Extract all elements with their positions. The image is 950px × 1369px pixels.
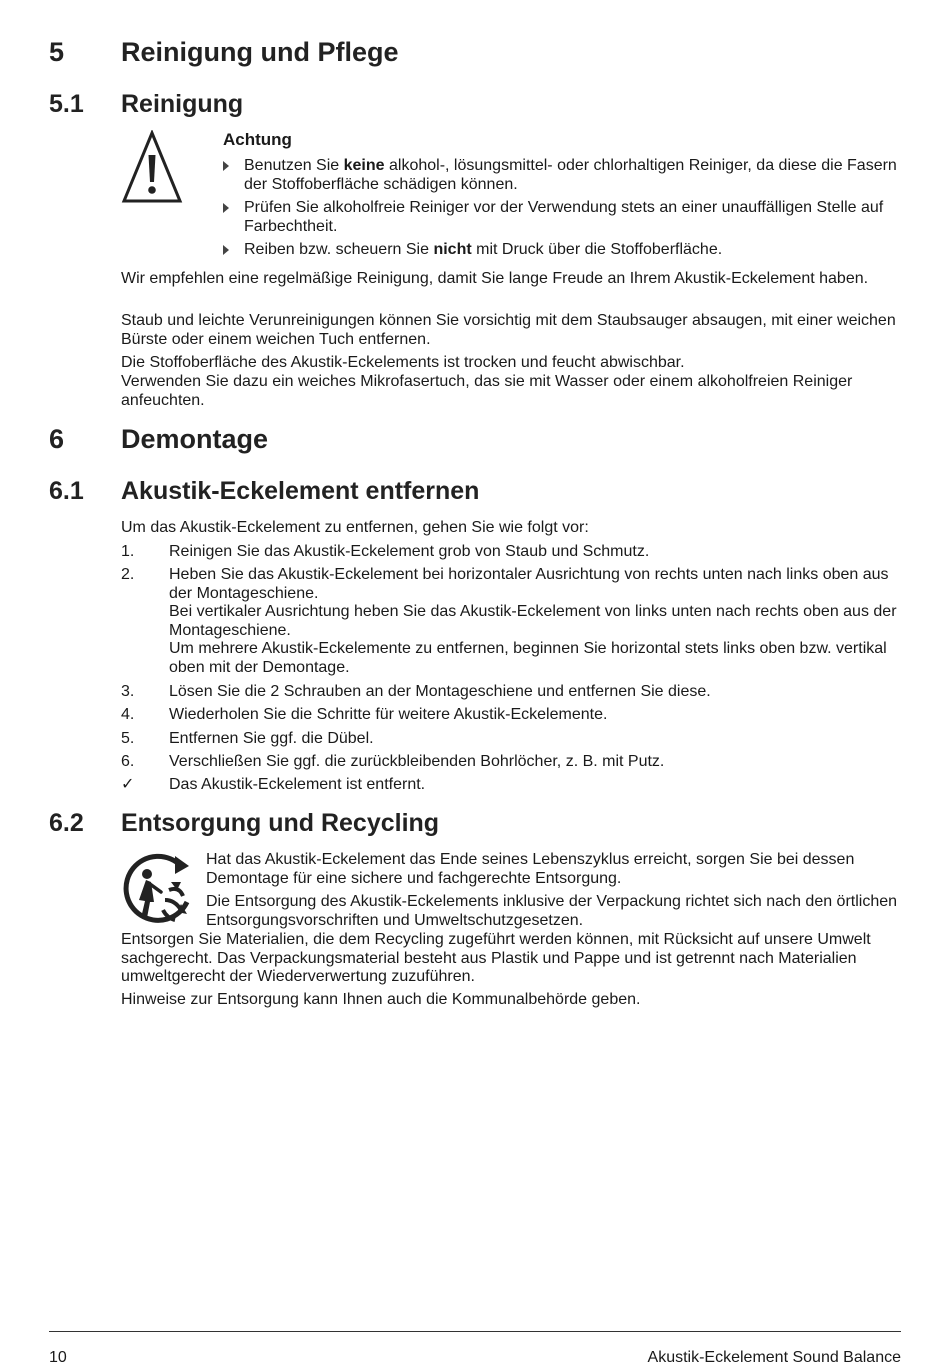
section-number: 5: [49, 37, 65, 67]
step-item: [121, 706, 901, 725]
bullet-emphasis: keine: [343, 157, 385, 174]
bullet-text: Benutzen Sie: [244, 157, 344, 174]
footer-product-name: Akustik-Eckelement Sound Balance: [647, 1349, 901, 1366]
removal-intro: Um das Akustik-Eckelement zu entfernen, gehen Sie wie folgt vor:: [121, 519, 589, 536]
step-text: Verschließen Sie ggf. die zurückbleibenden Bohrlöcher, z. B. mit Putz.: [169, 753, 665, 770]
triman-recycling-icon: [121, 852, 195, 926]
warning-bullet: [223, 199, 903, 236]
section-number: 6: [49, 424, 65, 454]
section-title: Entsorgung und Recycling: [121, 809, 440, 837]
bullet-emphasis: nicht: [433, 241, 472, 258]
step-number: 6.: [121, 753, 135, 770]
section-number: 6.1: [49, 477, 84, 505]
step-number: 2.: [121, 566, 135, 583]
cleaning-paragraph: Die Stoffoberfläche des Akustik-Eckelements ist trocken und feucht abwischbar.: [121, 354, 685, 371]
warning-title: Achtung: [223, 130, 292, 149]
disposal-paragraph: Hinweise zur Entsorgung kann Ihnen auch die Kommunalbehörde geben.: [121, 991, 641, 1008]
cleaning-paragraph: Verwenden Sie dazu ein weiches Mikrofasertuch, das sie mit Wasser oder einem alkoholfreien Reiniger anfeuchten.: [121, 373, 853, 409]
step-text: Reinigen Sie das Akustik-Eckelement grob von Staub und Schmutz.: [169, 543, 650, 560]
step-number: 3.: [121, 683, 135, 700]
bullet-text: Prüfen Sie alkoholfreie Reiniger vor der Verwendung stets an einer unauffälligen Stelle auf Farbechtheit.: [244, 199, 884, 235]
step-text: Entfernen Sie ggf. die Dübel.: [169, 730, 374, 747]
step-result: [121, 776, 901, 795]
step-text: Um mehrere Akustik-Eckelemente zu entfernen, beginnen Sie horizontal stets links oben bzw. vertikal oben mit der Demontage.: [169, 640, 887, 676]
step-item: [121, 730, 901, 749]
step-text: Lösen Sie die 2 Schrauben an der Montageschiene und entfernen Sie diese.: [169, 683, 711, 700]
warning-bullet: [223, 241, 903, 260]
step-number: 1.: [121, 543, 135, 560]
bullet-arrow-icon: [223, 245, 229, 255]
warning-triangle-icon: [121, 130, 183, 204]
section-number: 5.1: [49, 90, 84, 118]
section-title: Reinigung und Pflege: [121, 37, 399, 67]
checkmark-icon: ✓: [121, 776, 135, 793]
section-title: Akustik-Eckelement entfernen: [121, 477, 480, 505]
bullet-text: Reiben bzw. scheuern Sie: [244, 241, 434, 258]
section-title: Demontage: [121, 424, 269, 454]
section-title: Reinigung: [121, 90, 244, 118]
footer-divider: [49, 1331, 901, 1332]
bullet-arrow-icon: [223, 203, 229, 213]
step-text: Wiederholen Sie die Schritte für weitere Akustik-Eckelemente.: [169, 706, 608, 723]
disposal-paragraph: Die Entsorgung des Akustik-Eckelements inklusive der Verpackung richtet sich nach den örtlichen Entsorgungsvorschriften und Umweltschutzgesetzen.: [206, 893, 898, 929]
disposal-paragraph: Entsorgen Sie Materialien, die dem Recycling zugeführt werden können, mit Rücksicht auf unsere Umwelt sachgerecht. Das Verpackungsmaterial besteht aus Plastik und Pappe und ist getrennt nach Materialien umweltgerecht der Wiederverwertung zuzuführen.: [121, 931, 871, 986]
step-item: [121, 566, 901, 678]
cleaning-paragraph: Staub und leichte Verunreinigungen können Sie vorsichtig mit dem Staubsauger absaugen, mit einer weichen Bürste oder einem weichen Tuch entfernen.: [121, 312, 896, 348]
step-number: 5.: [121, 730, 135, 747]
section-number: 6.2: [49, 809, 84, 837]
bullet-text: mit Druck über die Stoffoberfläche.: [471, 241, 723, 258]
step-item: [121, 753, 901, 772]
disposal-paragraph: Hat das Akustik-Eckelement das Ende seines Lebenszyklus erreicht, sorgen Sie bei dessen Demontage für eine sichere und fachgerechte Entsorgung.: [206, 851, 855, 887]
bullet-text: alkohol-, lösungsmittel- oder chlorhaltigen Reiniger, da diese die Fasern der Stoffoberfläche schädigen können.: [244, 157, 897, 193]
bullet-arrow-icon: [223, 161, 229, 171]
step-text: Bei vertikaler Ausrichtung heben Sie das Akustik-Eckelement von links unten nach rechts oben aus der Montageschiene.: [169, 603, 897, 639]
step-item: [121, 683, 901, 702]
warning-bullet: [223, 157, 903, 194]
cleaning-paragraph: Wir empfehlen eine regelmäßige Reinigung, damit Sie lange Freude an Ihrem Akustik-Eckelement haben.: [121, 270, 869, 287]
step-text: Das Akustik-Eckelement ist entfernt.: [169, 776, 426, 793]
step-item: [121, 543, 901, 562]
page-number: 10: [49, 1349, 67, 1366]
step-text: Heben Sie das Akustik-Eckelement bei horizontaler Ausrichtung von rechts unten nach links oben aus der Montageschiene.: [169, 566, 889, 602]
step-number: 4.: [121, 706, 135, 723]
